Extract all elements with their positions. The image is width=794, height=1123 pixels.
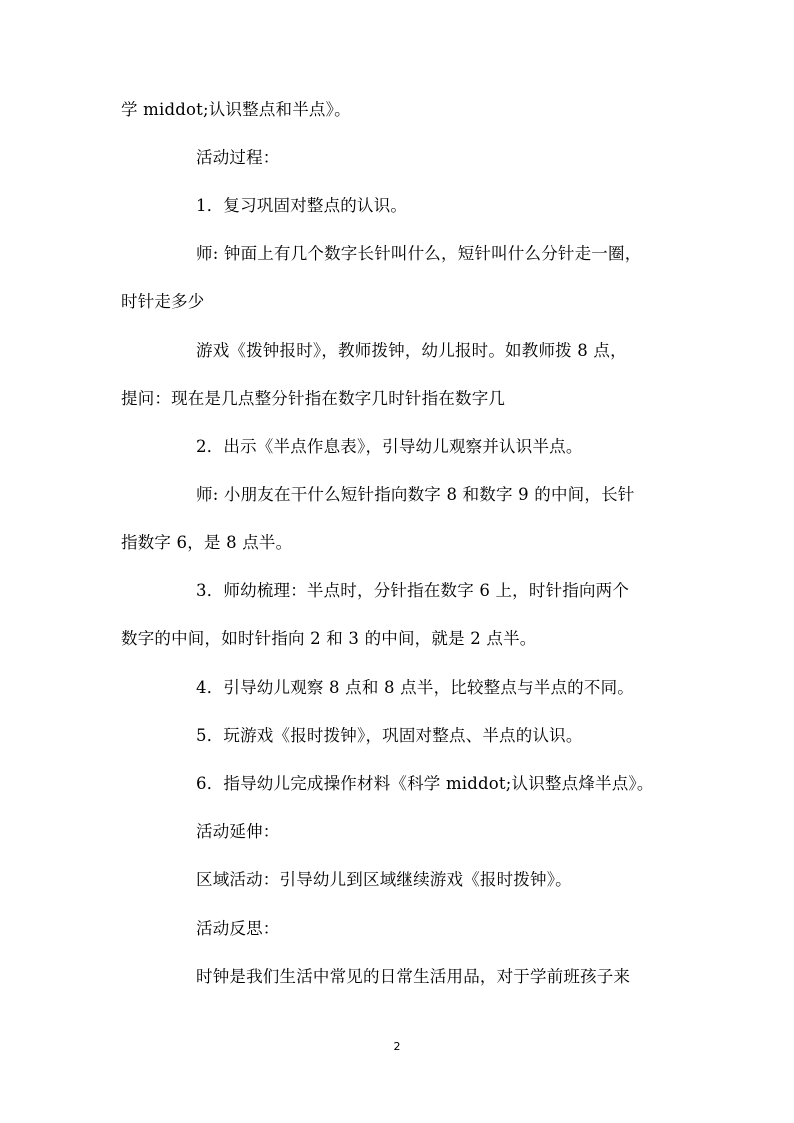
section-heading-extension: 活动延伸： (196, 822, 280, 841)
teacher-question-line-1: 师: 钟面上有几个数字长针叫什么，短针叫什么分针走一圈， (196, 244, 642, 263)
section-heading-process: 活动过程： (196, 148, 280, 167)
page-number: 2 (393, 1040, 401, 1053)
area-activity: 区域活动：引导幼儿到区域继续游戏《报时拨钟》。 (196, 870, 572, 889)
teacher-question-line-2: 时针走多少 (121, 292, 205, 311)
step-6: 6．指导幼儿完成操作材料《科学 middot;认识整点烽半点》。 (196, 774, 654, 793)
game-line-1: 游戏《拨钟报时》，教师拨钟，幼儿报时。如教师拨 8 点， (196, 341, 627, 360)
section-heading-reflection: 活动反思： (196, 919, 280, 938)
game-line-2: 提问：现在是几点整分针指在数字几时针指在数字几 (121, 389, 506, 408)
teacher-explanation-line-2: 指数字 6，是 8 点半。 (121, 533, 293, 552)
step-3-line-1: 3．师幼梳理：半点时，分针指在数字 6 上，时针指向两个 (196, 581, 630, 600)
step-1: 1．复习巩固对整点的认识。 (196, 196, 408, 215)
step-3-line-2: 数字的中间，如时针指向 2 和 3 的中间，就是 2 点半。 (121, 629, 537, 648)
step-2: 2．出示《半点作息表》，引导幼儿观察并认识半点。 (196, 437, 583, 456)
reflection-line-1: 时钟是我们生活中常见的日常生活用品，对于学前班孩子来 (196, 967, 631, 986)
teacher-explanation-line-1: 师: 小朋友在干什么短针指向数字 8 和数字 9 的中间，长针 (196, 485, 635, 504)
text-line-continuation: 学 middot;认识整点和半点》。 (121, 100, 351, 119)
step-4: 4．引导幼儿观察 8 点和 8 点半，比较整点与半点的不同。 (196, 678, 634, 697)
step-5: 5．玩游戏《报时拨钟》，巩固对整点、半点的认识。 (196, 726, 583, 745)
